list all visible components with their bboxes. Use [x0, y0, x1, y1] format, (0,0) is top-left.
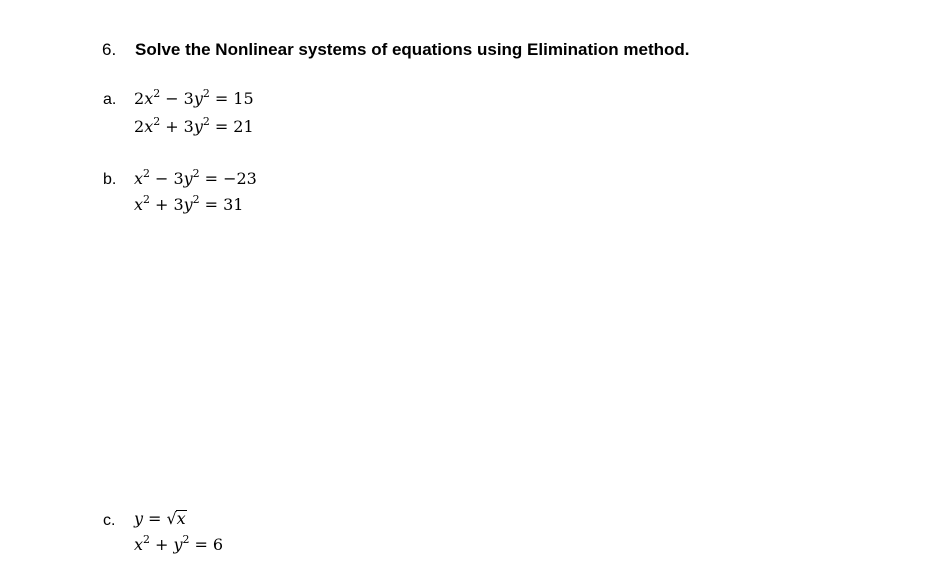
- equation-c-2: $x^2 + y^2 = 6$: [134, 532, 224, 554]
- item-label-b: b.: [103, 171, 117, 188]
- question-number: 6.: [102, 40, 117, 59]
- question-heading: [102, 40, 689, 60]
- question-prompt: Solve the Nonlinear systems of equations using Elimination method.: [135, 40, 690, 59]
- equation-a-1: $2x^2 - 3y^2 = 15$: [134, 86, 254, 108]
- item-label-c: c.: [103, 512, 116, 529]
- item-label-a: a.: [103, 91, 117, 108]
- equation-a-2: $2x^2 + 3y^2 = 21$: [134, 114, 254, 136]
- equation-b-2: $x^2 + 3y^2 = 31$: [134, 192, 244, 214]
- equation-c-1: y = √x: [134, 509, 186, 528]
- equation-b-1: $x^2 - 3y^2 = -23$: [134, 166, 257, 188]
- square-root: √x: [166, 509, 186, 528]
